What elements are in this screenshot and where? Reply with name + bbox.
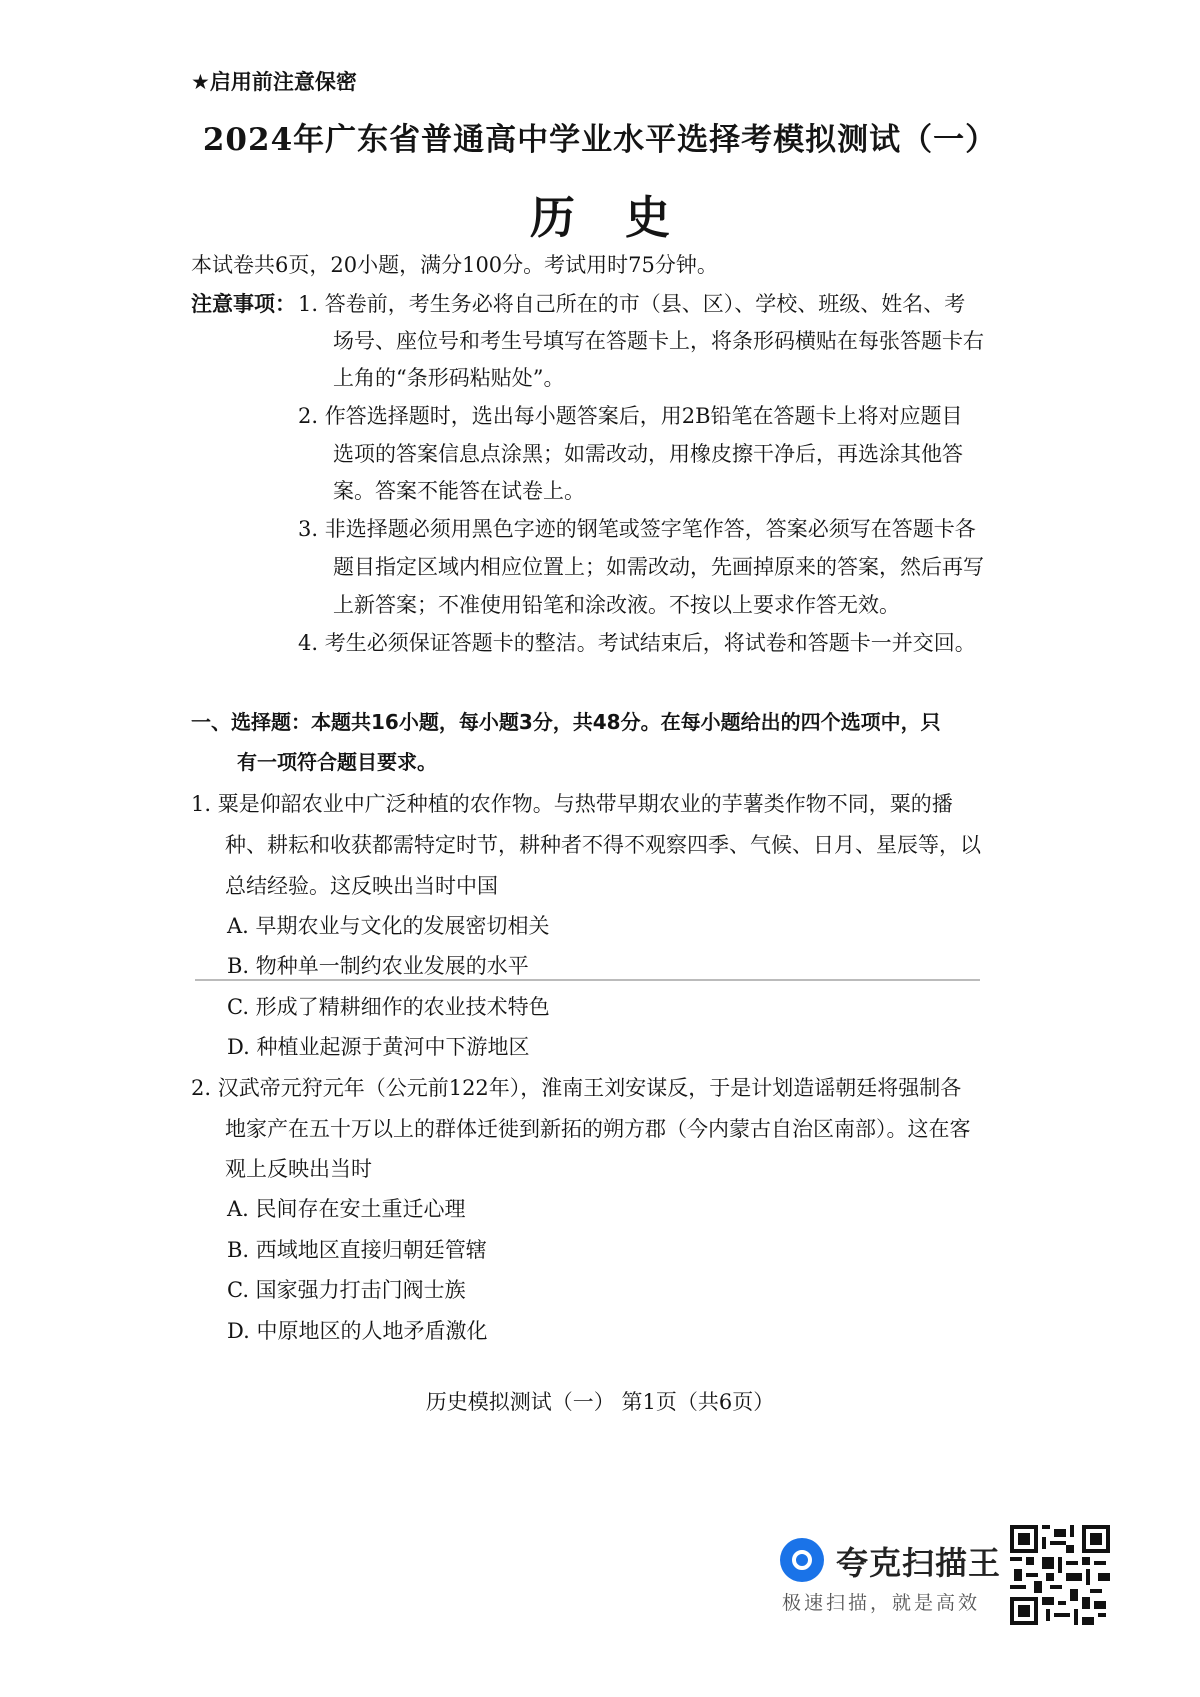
question-2-option-b: B. 西域地区直接归朝廷管辖 (227, 1238, 487, 1262)
section-heading: 一、选择题：本题共16小题，每小题3分，共48分。在每小题给出的四个选项中，只 (191, 710, 941, 734)
question-2-stem: 观上反映出当时 (225, 1157, 372, 1181)
question-1-stem: 总结经验。这反映出当时中国 (225, 874, 498, 898)
notice-line: 上新答案；不准使用铅笔和涂改液。不按以上要求作答无效。 (333, 593, 900, 617)
question-2-stem: 2. 汉武帝元狩元年（公元前122年），淮南王刘安谋反，于是计划造谣朝廷将强制各 (191, 1076, 962, 1100)
question-1-stem: 1. 粟是仰韶农业中广泛种植的农作物。与热带早期农业的芋薯类作物不同，粟的播 (191, 792, 953, 816)
exam-title: 2024年广东省普通高中学业水平选择考模拟测试（一） (202, 122, 998, 158)
question-2-stem: 地家产在五十万以上的群体迁徙到新拓的朔方郡（今内蒙古自治区南部）。这在客 (225, 1117, 971, 1141)
notice-line: 3. 非选择题必须用黑色字迹的钢笔或签字笔作答，答案必须写在答题卡各 (298, 517, 976, 541)
section-heading: 有一项符合题目要求。 (237, 750, 437, 774)
question-1-option-b: B. 物种单一制约农业发展的水平 (227, 954, 529, 978)
confidential-mark: ★启用前注意保密 (191, 70, 357, 94)
notice-line: 4. 考生必须保证答题卡的整洁。考试结束后，将试卷和答题卡一并交回。 (298, 631, 976, 655)
notice-line: 案。答案不能答在试卷上。 (333, 479, 585, 503)
notice-line: 场号、座位号和考生号填写在答题卡上，将条形码横贴在每张答题卡右 (333, 329, 984, 353)
question-1-option-a: A. 早期农业与文化的发展密切相关 (227, 914, 550, 938)
scanner-slogan: 极速扫描，就是高效 (782, 1592, 981, 1614)
notice-line: 2. 作答选择题时，选出每小题答案后，用2B铅笔在答题卡上将对应题目 (298, 404, 963, 428)
notice-line: 上角的“条形码粘贴处”。 (333, 366, 565, 390)
question-1-option-d: D. 种植业起源于黄河中下游地区 (227, 1035, 530, 1059)
question-2-option-a: A. 民间存在安土重迁心理 (227, 1197, 466, 1221)
notice-label: 注意事项： (191, 292, 296, 316)
question-2-option-c: C. 国家强力打击门阀士族 (227, 1278, 466, 1302)
question-2-option-d: D. 中原地区的人地矛盾激化 (227, 1319, 488, 1343)
question-1-stem: 种、耕耘和收获都需特定时节，耕种者不得不观察四季、气候、日月、星辰等，以 (225, 833, 981, 857)
pen-stroke (195, 979, 980, 981)
page-footer: 历史模拟测试（一） 第1页（共6页） (425, 1390, 775, 1414)
subject-title: 历史 (529, 191, 720, 244)
notice-line: 选项的答案信息点涂黑；如需改动，用橡皮擦干净后，再选涂其他答 (333, 442, 963, 466)
scanner-logo-icon (780, 1538, 824, 1582)
exam-intro: 本试卷共6页，20小题，满分100分。考试用时75分钟。 (191, 253, 718, 277)
notice-line: 1. 答卷前，考生务必将自己所在的市（县、区）、学校、班级、姓名、考 (298, 292, 966, 316)
notice-line: 题目指定区域内相应位置上；如需改动，先画掉原来的答案，然后再写 (333, 555, 984, 579)
qr-code-icon (1010, 1525, 1110, 1625)
scanner-app-name: 夸克扫描王 (836, 1544, 1002, 1582)
question-1-option-c: C. 形成了精耕细作的农业技术特色 (227, 995, 550, 1019)
